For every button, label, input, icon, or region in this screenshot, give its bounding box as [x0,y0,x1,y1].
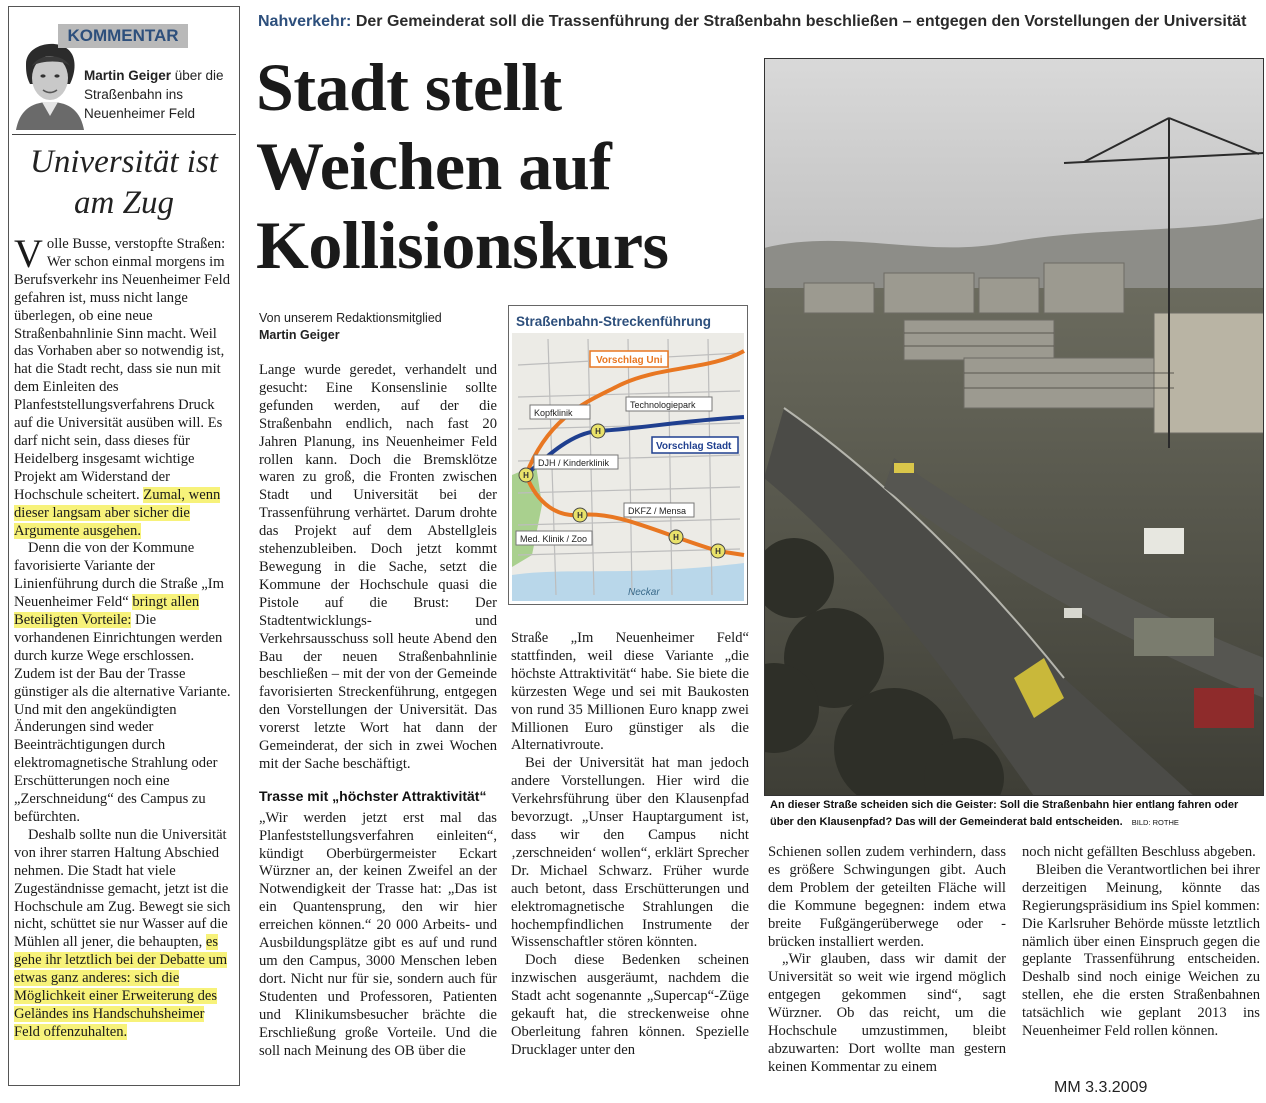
map-label-stadt: Vorschlag Stadt [656,441,732,452]
source-stamp: MM 3.3.2009 [1054,1079,1148,1096]
map-label-kopfklinik: Kopfklinik [534,408,573,418]
comment-byline [84,66,234,123]
col4-paragraph-2: Bleiben die Verantwortlichen bei ihrer derzeitigen Meinung, könnte das Regierungspräsidium ins Spiel kommen: Die Karlsruher Behörde müsste letztlich nämlich über einen Einspruch gegen die geplante Trassenführung entscheiden. Deshalb sind noch einige Weichen zu stellen, ehe die ersten Straßenbahnen tatsächlich wie geplant 2013 ins Neuenheimer Feld rollen können. [1022,861,1260,1040]
comment-p2-highlight: bringt allen Beteiligten Vorteile: [14,594,200,629]
map-label-uni: Vorschlag Uni [596,355,663,366]
byline-prefix: Von unserem Redaktionsmitglied [259,311,442,325]
map-label-neckar: Neckar [628,587,660,598]
comment-headline [12,142,236,224]
photo-credit: BILD: ROTHE [1131,818,1179,827]
headline-line-2: Weichen auf [256,128,612,204]
map-label-dkfz: DKFZ / Mensa [628,506,687,516]
article-kicker [258,10,1263,34]
article-col-2 [511,630,749,1060]
comment-dropcap: V [14,231,43,276]
col4-paragraph-1: noch nicht gefällten Beschluss abgeben. [1022,844,1256,860]
col1-paragraph-2: „Wir werden jetzt erst mal das Planfeststellungsverfahren einleiten“, kündigt Oberbürgermeister Eckart Würzner an, der keinen Zweifel an der Notwendigkeit der Trasse hat: „Das ist ein Quantensprung, den wir hier erreichen können.“ 20 000 Arbeits- und Ausbildungsplätze gibt es auf und rund um den Campus, 3000 Menschen leben dort. Nicht nur für sie, sondern auch für Studenten und Professoren, Patienten und Klinikumsbesucher brächte die Erschließung große Vorteile. Und die soll nach Meinung des OB über die [259,809,497,1059]
col2-paragraph-2: Bei der Universität hat man jedoch andere Vorstellungen. Hier wird die Verkehrsführung über den Klausenpfad bevorzugt. „Unser Hauptargument ist, dass wir den Campus nicht ‚zerschneiden‘ wollen“, erklärt Sprecher Dr. Michael Schwarz. Früher wurde auch betont, dass Erschütterungen und elektromagnetische Strahlungen die hochempfindlichen Instrumente der Wissenschaftler stören könnten. [511,755,749,951]
col3-paragraph-1: Schienen sollen zudem verhindern, dass es größere Schwingungen gibt. Auch dem Problem der geteilten Fläche will die Kommune begegnen: indem etwa breite Fußgängerüberwege oder -brücken installiert werden. [768,844,1006,950]
headline-line-3: Kollisionskurs [256,207,669,283]
comment-p1-highlight: Zumal, wenn dieser langsam aber sicher die Argumente ausgehen. [14,486,221,539]
col2-paragraph-1: Straße „Im Neuenheimer Feld“ stattfinden, weil diese Variante „die höchste Attraktivität“ habe. Sie biete die kürzesten Wege und sei mit Baukosten von rund 35 Millionen Euro knapp zwei Millionen Euro günstiger als die Alternativroute. [511,630,749,754]
kicker-text: Der Gemeinderat soll die Trassenführung der Straßenbahn beschließen – entgegen den Vorstellungen der Universität [351,13,1247,30]
stop-glyph-2: H [523,471,529,480]
stop-glyph-5: H [715,547,721,556]
headline-line-1: Stadt stellt [256,49,562,125]
comment-p2: Denn die von der Kommune favorisierte Variante der Linienführung durch die Straße „Im Neuenheimer Feld“ [14,540,224,611]
article-col-1 [259,362,497,1060]
byline-author: Martin Geiger [259,328,340,342]
article-headline [256,48,756,285]
article-col-3 [768,844,1006,1077]
stop-glyph-1: H [595,427,601,436]
comment-headline-line1: Universität ist [30,144,218,180]
photo-caption [770,797,1260,831]
col2-paragraph-3: Doch diese Bedenken scheinen inzwischen ausgeräumt, nachdem die Stadt acht sogenannte „Supercap“-Züge gekauft hat, die streckenweise ohne Oberleitung fahren können. Spezielle Drucklager unter den [511,952,749,1058]
map-label-tech: Technologiepark [630,400,696,410]
article-byline [259,310,509,344]
col1-paragraph-1: Lange wurde geredet, verhandelt und gesucht: Eine Konsenslinie sollte gefunden werden, auf der die Straßenbahn endlich, nach fast 20 Jahren Planung, ins Neuenheimer Feld rollen kann. Doch die Bremsklötze waren zu groß, die Fronten zwischen Stadt und Universität bei der Trassenführung verhärtet. Darum drohte das Projekt auf dem Abstellgleis stehenzubleiben. Doch jetzt kommt Bewegung in die Sache, setzt die Kommune der Hochschule quasi die Pistole auf die Brust: Der Stadtentwicklungs- und Verkehrsausschuss soll heute Abend den Bau der neuen Straßenbahnlinie beschließen – mit der von der Gemeinde favorisierten Streckenführung, entgegen den Vorstellungen der Universität. Das vorerst letzte Wort hat dann der Gemeinderat, der sich in zwei Wochen mit der Sache beschäftigt. [259,362,497,772]
article-subhead: Trasse mit „höchster Attraktivität“ [259,787,487,804]
comment-divider [12,134,236,135]
comment-headline-line2: am Zug [74,185,174,221]
comment-p3-highlight: es gehe ihr letztlich bei der Debatte um etwas ganz anderes: sich die Möglichkeit einer Erweiterung des Geländes ins Handschuhsheimer Feld offenzuhalten. [14,934,228,1040]
comment-body [14,231,232,1042]
comment-p3: Deshalb sollte nun die Universität von ihrer starren Haltung Abschied nehmen. Die Stadt hat viele Zugeständnisse gemacht, jetzt ist die Hochschule am Zug. Bewegt sie sich nicht, schüttet sie nur Wasser auf die Mühlen all jener, die behaupten, [14,826,231,951]
comment-p2-rest: Die vorhandenen Einrichtungen werden durch kurze Wege erschlossen. Zudem ist der Bau der Trasse günstiger als die alternative Variante. Und mit den angekündigten Änderungen sind weder Beeinträchtigungen durch elektromagnetische Strahlung oder Erschütterungen noch eine „Zerschneidung“ des Campus zu befürchten. [14,612,231,825]
comment-p1: olle Busse, verstopfte Straßen: Wer schon einmal morgens im Berufsverkehr ins Neuenheimer Feld gefahren ist, muss nicht lange überlegen, ob eine neue Straßenbahnlinie Sinn macht. Weil das Vorhaben aber so notwendig ist, hat die Stadt recht, dass sie nun mit dem Einleiten des Planfeststellungsverfahrens Druck auf die Universität ausüben will. Es darf nicht sein, dass dieses für Heidelberg insgesamt wichtige Projekt am Widerstand der Hochschule scheitert. [14,236,230,503]
map-label-djh: DJH / Kinderklinik [538,458,610,468]
route-map [508,305,748,605]
map-label-med: Med. Klinik / Zoo [520,534,588,544]
kicker-label: Nahverkehr: [258,13,352,30]
comment-author: Martin Geiger [84,68,172,83]
stop-glyph-3: H [577,511,583,520]
col3-paragraph-2: „Wir glauben, dass wir damit der Universität so weit wie irgend möglich entgegen gekommen sind“, sagt Würzner. Ob das reicht, um die Hochschule umzustimmen, bleibt abzuwarten: Dort wollte man gestern keinen Kommentar zu einem [768,951,1006,1075]
comment-topic: über die Straßenbahn ins Neuenheimer Feld [84,68,224,121]
comment-label: KOMMENTAR [58,24,188,48]
photo-caption-text: An dieser Straße scheiden sich die Geister: Soll die Straßenbahn hier entlang fahren oder über den Klausenpfad? Das will der Gemeinderat bald entscheiden. [770,799,1239,828]
article-col-4 [1022,844,1260,1041]
stop-glyph-4: H [673,533,679,542]
photo-dark-border [764,58,1264,796]
map-title: Straßenbahn-Streckenführung [516,314,712,329]
